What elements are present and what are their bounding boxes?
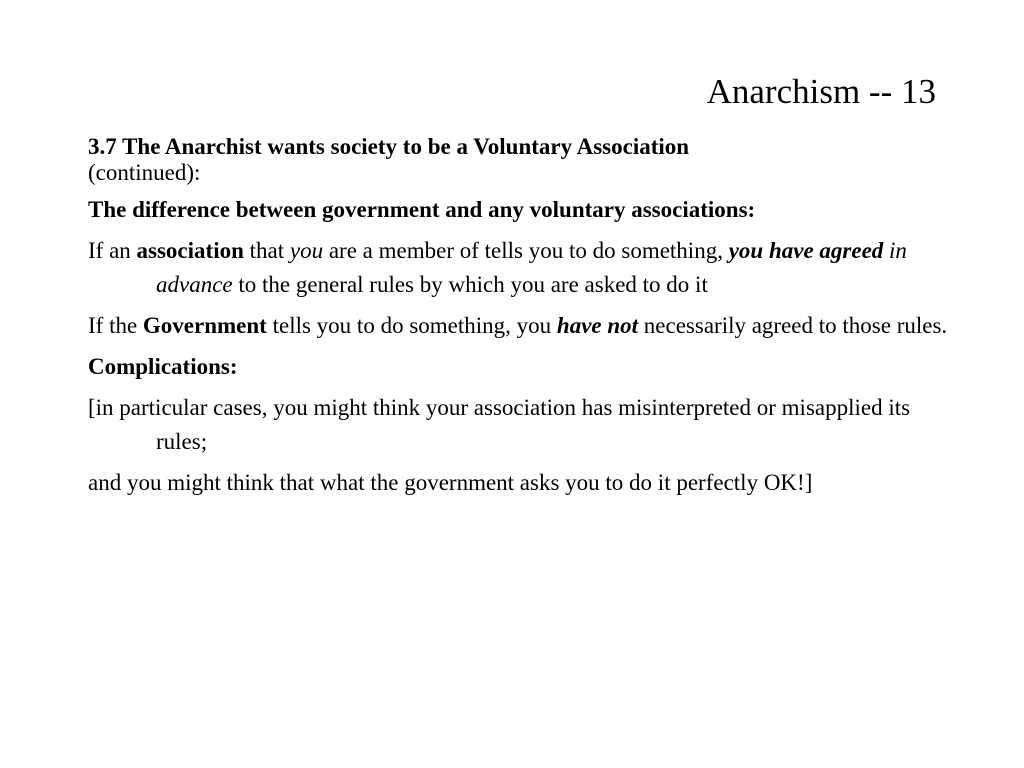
complications-paragraph-1: [in particular cases, you might think your association has misinterpreted or misapplied its rules; (88, 395, 911, 454)
section-heading-continued: (continued): (88, 160, 201, 185)
section-heading (88, 134, 948, 186)
association-paragraph (88, 234, 948, 302)
complications-heading: Complications: (88, 354, 238, 379)
slide-body (88, 134, 948, 507)
association-text-4: to the general rules by which you are asked to do it (232, 272, 708, 297)
government-term: Government (142, 313, 267, 338)
complications-paragraph-2: and you might think that what the government asks you to do it perfectly OK!] (88, 470, 813, 495)
government-have-not: have not (556, 313, 639, 338)
association-you: you (289, 238, 324, 263)
association-in-advance: in advance (156, 238, 907, 297)
association-term: association (136, 238, 244, 263)
government-text-3: necessarily agreed to those rules. (638, 313, 948, 338)
section-heading-text: 3.7 The Anarchist wants society to be a Voluntary Association (88, 134, 690, 159)
slide-title: Anarchism -- 13 (706, 72, 936, 111)
association-text-2: that (243, 238, 290, 263)
difference-heading: The difference between government and any voluntary associations: (88, 197, 756, 222)
association-have-agreed: you have agreed (728, 238, 884, 263)
government-paragraph (88, 309, 948, 343)
association-text-3: are a member of tells you to do something, (323, 238, 729, 263)
association-text-1: If an (88, 238, 137, 263)
government-text-2: tells you to do something, you (266, 313, 557, 338)
government-text-1: If the (88, 313, 143, 338)
